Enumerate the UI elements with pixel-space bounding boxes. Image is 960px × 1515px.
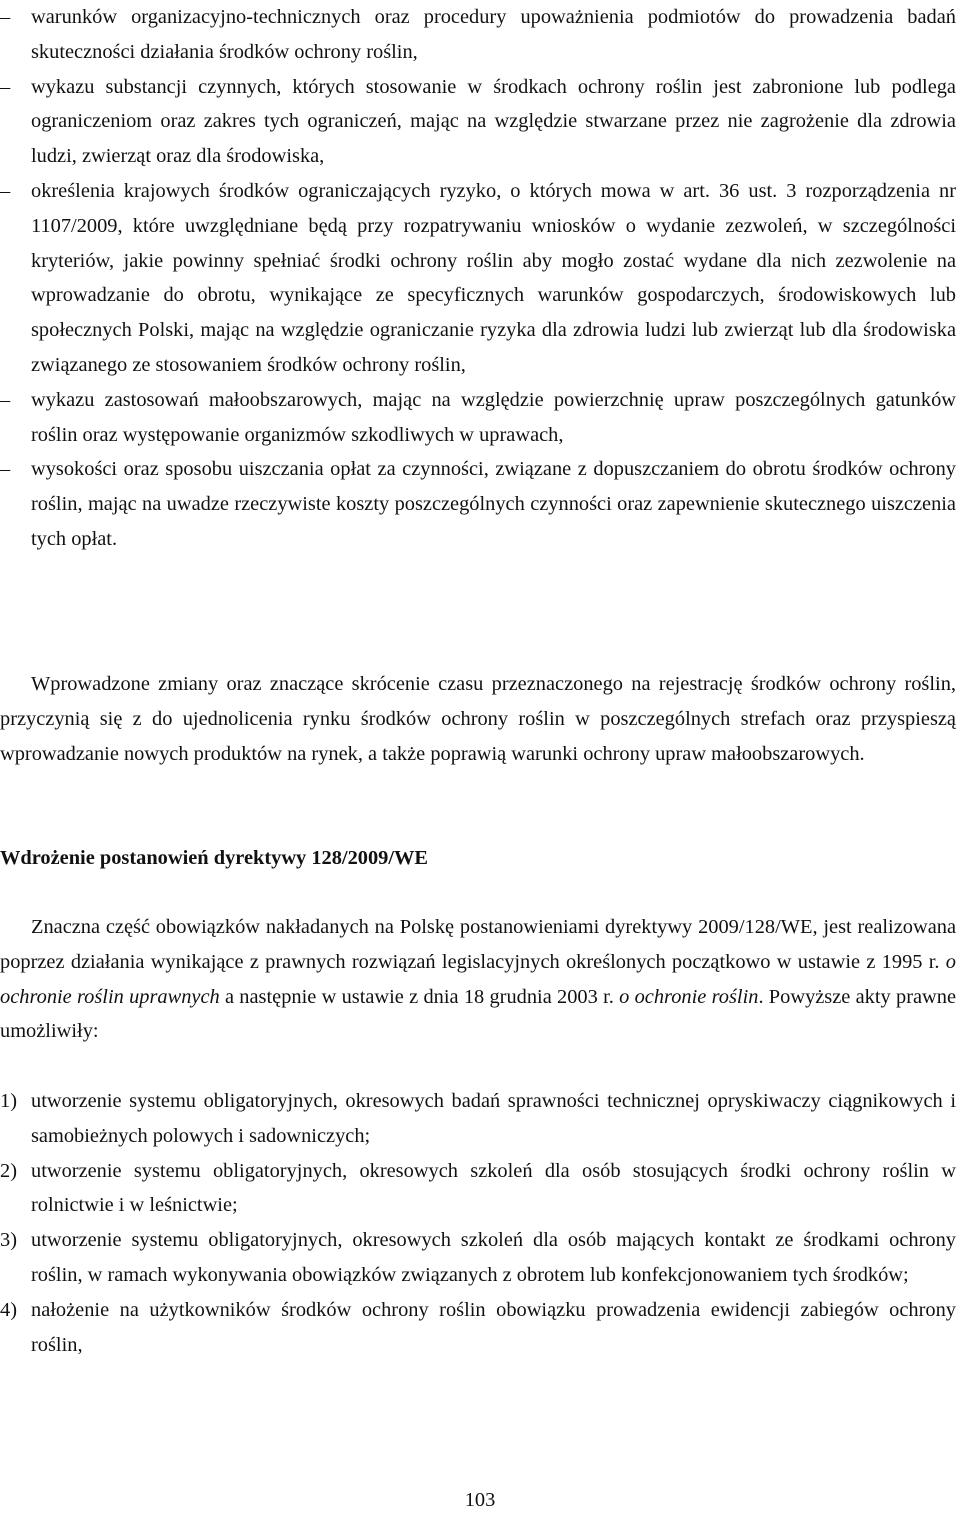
list-item [0,452,956,556]
list-item [0,1154,956,1224]
italic-act-title: o ochronie roślin uprawnych [0,950,956,1008]
list-item-text: określenia krajowych środków ograniczających ryzyko, o których mowa w art. 36 ust. 3 rozporządzenia nr 1107/2009, które uwzględniane będą przy rozpatrywaniu wniosków o wydanie zezwoleń, w szczególności kryteriów, jakie powinny spełniać środki ochrony roślin aby mogło zostać wydane dla nich zezwolenie na wprowadzanie do obrotu, wynikające ze specyficznych warunków gospodarczych, środowiskowych lub społecznych Polski, mając na względzie ograniczanie ryzyka dla zdrowia ludzi lub zwierząt lub dla środowiska związanego ze stosowaniem środków ochrony roślin, [31,179,956,376]
text-run: a następnie w ustawie z dnia 18 grudnia 2003 r. [219,985,620,1008]
dash-marker: – [0,179,11,202]
list-item [0,70,956,174]
italic-act-title: o ochronie roślin [619,985,759,1008]
list-number: 3) [0,1229,17,1252]
text-run: . Powyższe akty prawne umożliwiły: [0,985,956,1043]
page-number: 103 [464,1489,496,1511]
list-item-text: wysokości oraz sposobu uiszczania opłat za czynności, związane z dopuszczaniem do obrotu środków ochrony roślin, mając na uwadze rzeczywiste koszty poszczególnych czynności oraz zapewnienie skutecznego uiszczenia tych opłat. [31,458,956,550]
list-item-text: nałożenie na użytkowników środków ochrony roślin obowiązku prowadzenia ewidencji zabiegów ochrony roślin, [31,1298,956,1356]
list-item [0,1223,956,1293]
list-item-text: wykazu substancji czynnych, których stosowanie w środkach ochrony roślin jest zabronione lub podlega ograniczeniom oraz zakres tych ograniczeń, mając na względzie stwarzane przez nie zagrożenie dla zdrowia ludzi, zwierząt oraz dla środowiska, [31,75,956,168]
list-number: 4) [0,1298,17,1321]
list-item [0,383,956,453]
paragraph-implementation [0,910,956,1049]
dash-marker: – [0,75,11,98]
dash-marker: – [0,458,11,481]
list-number: 2) [0,1159,17,1182]
list-item [0,1084,956,1154]
list-item [0,0,956,70]
dash-marker: – [0,6,11,28]
list-item-text: wykazu zastosowań małoobszarowych, mając na względzie powierzchnię upraw poszczególnych gatunków roślin oraz występowanie organizmów szkodliwych w uprawach, [31,388,956,446]
list-item [0,174,956,383]
numbered-list [0,1084,956,1362]
paragraph-changes: Wprowadzone zmiany oraz znaczące skrócenie czasu przeznaczonego na rejestrację środków ochrony roślin, przyczynią się z do ujednolicenia rynku środków ochrony roślin w poszczególnych strefach oraz przyspieszą wprowadzanie nowych produktów na rynek, a także poprawią warunki ochrony upraw małoobszarowych. [0,673,956,765]
section-heading: Wdrożenie postanowień dyrektywy 128/2009/WE [0,847,429,869]
text-run: Znaczna część obowiązków nakładanych na Polskę postanowieniami dyrektywy 2009/128/WE, jest realizowana poprzez działania wynikające z prawnych rozwiązań legislacyjnych określonych początkowo w ustawie z 1995 r. [0,916,956,973]
dash-marker: – [0,388,11,411]
list-item [0,1293,956,1363]
dash-list [0,0,956,557]
list-item-text: warunków organizacyjno-technicznych oraz procedury upoważnienia podmiotów do prowadzenia badań skuteczności działania środków ochrony roślin, [31,6,956,63]
list-item-text: utworzenie systemu obligatoryjnych, okresowych szkoleń dla osób mających kontakt ze środkami ochrony roślin, w ramach wykonywania obowiązków związanych z obrotem lub konfekcjonowaniem tych środków; [31,1229,956,1286]
list-item-text: utworzenie systemu obligatoryjnych, okresowych szkoleń dla osób stosujących środki ochrony roślin w rolnictwie i w leśnictwie; [31,1159,956,1217]
list-item-text: utworzenie systemu obligatoryjnych, okresowych badań sprawności technicznej opryskiwaczy ciągnikowych i samobieżnych polowych i sadowniczych; [31,1090,956,1147]
list-number: 1) [0,1090,17,1112]
